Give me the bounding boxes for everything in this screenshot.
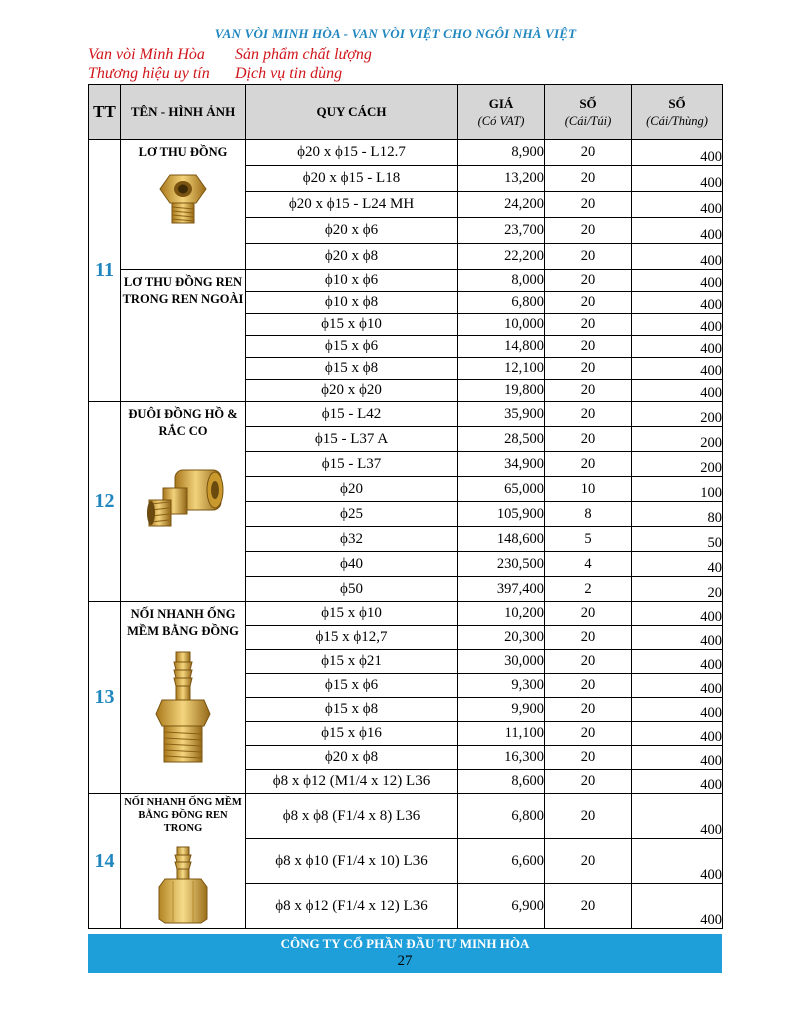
price-cell: 9,300 (458, 674, 545, 698)
spec-cell: ϕ25 (246, 502, 458, 527)
spec-cell: ϕ40 (246, 552, 458, 577)
bag-cell: 20 (545, 839, 632, 884)
table-row (89, 402, 723, 427)
box-cell: 400 (632, 884, 723, 929)
bag-cell: 20 (545, 292, 632, 314)
box-cell: 400 (632, 314, 723, 336)
price-cell: 9,900 (458, 698, 545, 722)
bag-cell: 20 (545, 746, 632, 770)
box-cell: 200 (632, 452, 723, 477)
bag-cell: 20 (545, 244, 632, 270)
brand-slogan-4: Dịch vụ tin dùng (235, 65, 343, 82)
box-cell: 400 (632, 722, 723, 746)
box-cell: 400 (632, 839, 723, 884)
col-header-box: SỐ (Cái/Thùng) (632, 85, 723, 140)
bag-cell: 20 (545, 722, 632, 746)
spec-cell: ϕ20 (246, 477, 458, 502)
price-cell: 19,800 (458, 380, 545, 402)
spec-cell: ϕ8 x ϕ12 (F1/4 x 12) L36 (246, 884, 458, 929)
box-cell: 20 (632, 577, 723, 602)
box-cell: 400 (632, 602, 723, 626)
price-cell: 11,100 (458, 722, 545, 746)
price-cell: 20,300 (458, 626, 545, 650)
bag-cell: 20 (545, 626, 632, 650)
price-cell: 23,700 (458, 218, 545, 244)
bag-cell: 4 (545, 552, 632, 577)
col-header-tt: TT (89, 85, 121, 140)
box-cell: 400 (632, 746, 723, 770)
spec-cell: ϕ15 x ϕ10 (246, 602, 458, 626)
bag-cell: 20 (545, 380, 632, 402)
bag-cell: 20 (545, 402, 632, 427)
bag-cell: 20 (545, 166, 632, 192)
box-cell: 400 (632, 336, 723, 358)
bag-cell: 20 (545, 452, 632, 477)
price-cell: 22,200 (458, 244, 545, 270)
product-name-cell (121, 794, 246, 929)
box-cell: 200 (632, 402, 723, 427)
box-cell: 400 (632, 166, 723, 192)
bag-cell: 20 (545, 650, 632, 674)
col-header-price: GIÁ (Có VAT) (458, 85, 545, 140)
box-cell: 40 (632, 552, 723, 577)
spec-cell: ϕ15 x ϕ21 (246, 650, 458, 674)
box-cell: 400 (632, 650, 723, 674)
box-cell: 400 (632, 674, 723, 698)
bag-cell: 20 (545, 770, 632, 794)
bag-cell: 20 (545, 602, 632, 626)
box-cell: 400 (632, 292, 723, 314)
col-header-spec: QUY CÁCH (246, 85, 458, 140)
table-row (89, 140, 723, 166)
price-cell: 65,000 (458, 477, 545, 502)
bag-cell: 2 (545, 577, 632, 602)
product-name: LƠ THU ĐỒNG REN TRONG REN NGOÀI (122, 275, 244, 306)
price-cell: 230,500 (458, 552, 545, 577)
box-cell: 400 (632, 270, 723, 292)
spec-cell: ϕ15 - L37 A (246, 427, 458, 452)
spec-cell: ϕ15 x ϕ12,7 (246, 626, 458, 650)
spec-cell: ϕ15 x ϕ10 (246, 314, 458, 336)
price-cell: 14,800 (458, 336, 545, 358)
spec-cell: ϕ15 x ϕ6 (246, 674, 458, 698)
spec-cell: ϕ20 x ϕ20 (246, 380, 458, 402)
price-cell: 8,900 (458, 140, 545, 166)
price-cell: 397,400 (458, 577, 545, 602)
bag-cell: 20 (545, 884, 632, 929)
price-cell: 34,900 (458, 452, 545, 477)
spec-cell: ϕ15 x ϕ8 (246, 358, 458, 380)
price-cell: 8,600 (458, 770, 545, 794)
price-cell: 10,200 (458, 602, 545, 626)
spec-cell: ϕ20 x ϕ8 (246, 244, 458, 270)
price-cell: 6,600 (458, 839, 545, 884)
box-cell: 200 (632, 427, 723, 452)
spec-cell: ϕ10 x ϕ8 (246, 292, 458, 314)
bag-cell: 20 (545, 698, 632, 722)
price-cell: 10,000 (458, 314, 545, 336)
box-cell: 400 (632, 244, 723, 270)
col-header-bag: SỐ (Cái/Túi) (545, 85, 632, 140)
bag-cell: 20 (545, 192, 632, 218)
brass-union-image (135, 460, 231, 556)
box-cell: 400 (632, 192, 723, 218)
spec-cell: ϕ8 x ϕ10 (F1/4 x 10) L36 (246, 839, 458, 884)
table-row (89, 602, 723, 626)
bag-cell: 20 (545, 336, 632, 358)
brand-slogan-2: Sản phẩm chất lượng (235, 46, 372, 63)
product-name-cell (121, 270, 246, 402)
bag-cell: 20 (545, 358, 632, 380)
price-cell: 24,200 (458, 192, 545, 218)
spec-cell: ϕ32 (246, 527, 458, 552)
spec-cell: ϕ10 x ϕ6 (246, 270, 458, 292)
brand-slogan-3: Thương hiệu uy tín (88, 65, 210, 82)
bag-cell: 20 (545, 427, 632, 452)
box-cell: 80 (632, 502, 723, 527)
price-cell: 35,900 (458, 402, 545, 427)
page-title: VAN VÒI MINH HÒA - VAN VÒI VIỆT CHO NGÔI NHÀ VIỆT (214, 26, 577, 41)
box-cell: 400 (632, 218, 723, 244)
box-cell: 400 (632, 140, 723, 166)
col-header-name: TÊN - HÌNH ẢNH (121, 85, 246, 140)
price-cell: 12,100 (458, 358, 545, 380)
spec-cell: ϕ20 x ϕ15 - L24 MH (246, 192, 458, 218)
brand-slogan-1: Van vòi Minh Hòa (88, 46, 205, 63)
price-table (88, 84, 723, 929)
bag-cell: 20 (545, 314, 632, 336)
price-cell: 148,600 (458, 527, 545, 552)
price-cell: 30,000 (458, 650, 545, 674)
group-number: 13 (89, 602, 121, 794)
spec-cell: ϕ15 x ϕ8 (246, 698, 458, 722)
bag-cell: 10 (545, 477, 632, 502)
bag-cell: 5 (545, 527, 632, 552)
price-cell: 6,800 (458, 794, 545, 839)
product-name-cell (121, 140, 246, 270)
spec-cell: ϕ15 - L42 (246, 402, 458, 427)
product-name: NỐI NHANH ỐNG MỀM BẰNG ĐỒNG REN TRONG (124, 797, 242, 834)
box-cell: 400 (632, 358, 723, 380)
box-cell: 100 (632, 477, 723, 502)
product-name: NỐI NHANH ỐNG MỀM BẰNG ĐỒNG (127, 607, 239, 638)
footer-bar (88, 934, 722, 973)
price-cell: 28,500 (458, 427, 545, 452)
group-number: 11 (89, 140, 121, 402)
box-cell: 400 (632, 794, 723, 839)
spec-cell: ϕ15 x ϕ6 (246, 336, 458, 358)
spec-cell: ϕ15 x ϕ16 (246, 722, 458, 746)
price-cell: 6,900 (458, 884, 545, 929)
bag-cell: 20 (545, 218, 632, 244)
product-name: LƠ THU ĐỒNG (138, 145, 228, 159)
brass-hose-nipple-image (148, 648, 218, 768)
group-number: 12 (89, 402, 121, 602)
spec-cell: ϕ20 x ϕ8 (246, 746, 458, 770)
bag-cell: 20 (545, 140, 632, 166)
table-header-row (89, 85, 723, 140)
box-cell: 400 (632, 380, 723, 402)
box-cell: 50 (632, 527, 723, 552)
spec-cell: ϕ20 x ϕ15 - L12.7 (246, 140, 458, 166)
price-cell: 8,000 (458, 270, 545, 292)
price-cell: 13,200 (458, 166, 545, 192)
bag-cell: 20 (545, 270, 632, 292)
bag-cell: 20 (545, 674, 632, 698)
spec-cell: ϕ15 - L37 (246, 452, 458, 477)
product-name: ĐUÔI ĐỒNG HỒ & RẮC CO (128, 407, 238, 438)
footer-company: CÔNG TY CỔ PHẦN ĐẦU TƯ MINH HÒA (280, 936, 530, 951)
table-row (89, 794, 723, 839)
spec-cell: ϕ8 x ϕ12 (M1/4 x 12) L36 (246, 770, 458, 794)
bag-cell: 20 (545, 794, 632, 839)
box-cell: 400 (632, 770, 723, 794)
spec-cell: ϕ50 (246, 577, 458, 602)
page-number: 27 (397, 953, 413, 969)
brass-female-hose-nipple-image (153, 845, 213, 925)
spec-cell: ϕ20 x ϕ6 (246, 218, 458, 244)
product-name-cell (121, 402, 246, 602)
price-cell: 6,800 (458, 292, 545, 314)
spec-cell: ϕ8 x ϕ8 (F1/4 x 8) L36 (246, 794, 458, 839)
product-name-cell (121, 602, 246, 794)
table-row (89, 270, 723, 292)
bag-cell: 8 (545, 502, 632, 527)
box-cell: 400 (632, 626, 723, 650)
box-cell: 400 (632, 698, 723, 722)
price-cell: 105,900 (458, 502, 545, 527)
brass-bushing-image (148, 167, 218, 229)
group-number: 14 (89, 794, 121, 929)
price-cell: 16,300 (458, 746, 545, 770)
spec-cell: ϕ20 x ϕ15 - L18 (246, 166, 458, 192)
